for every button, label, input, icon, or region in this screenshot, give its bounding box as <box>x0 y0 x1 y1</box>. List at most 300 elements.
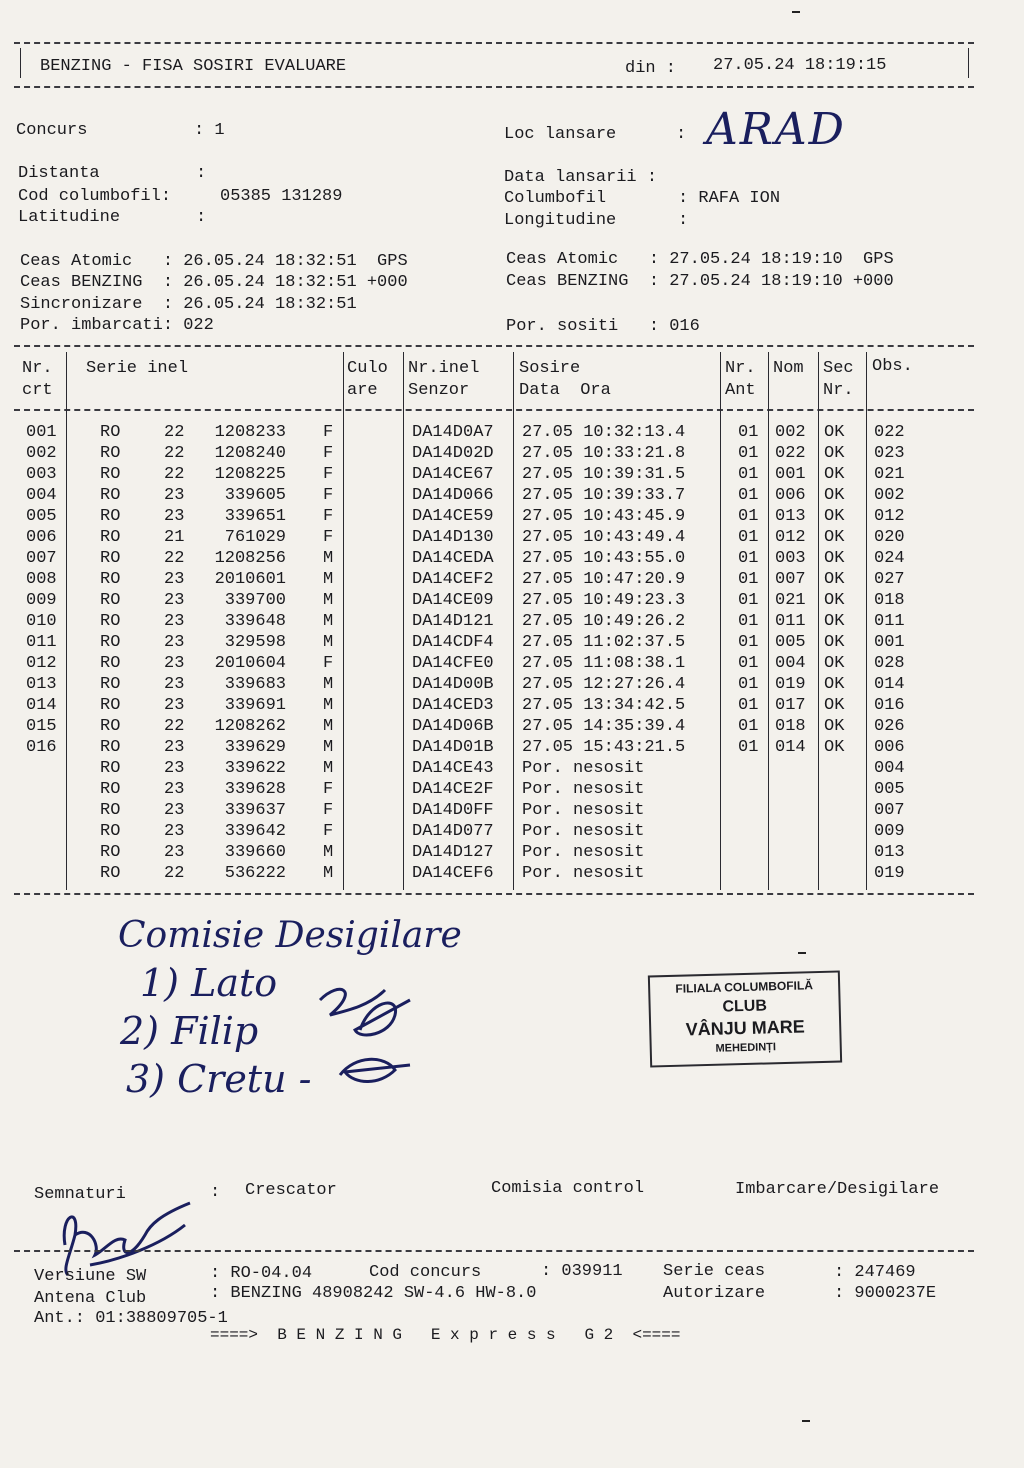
express-line: ====> B E N Z I N G E x p r e s s G 2 <==== <box>210 1326 681 1344</box>
cell-sex: M <box>323 864 334 883</box>
cell-year: 23 <box>164 570 185 589</box>
cell-sec: OK <box>824 738 845 757</box>
cell-sec: OK <box>824 465 845 484</box>
cell-sex: M <box>323 591 334 610</box>
cell-year: 23 <box>164 759 185 778</box>
cell-arrival: 27.05 11:02:37.5 <box>522 633 686 652</box>
cell-year: 22 <box>164 444 185 463</box>
antena-value: : BENZING 48908242 SW-4.6 HW-8.0 <box>210 1284 537 1303</box>
cell-sex: F <box>323 654 334 673</box>
cell-sensor: DA14CFE0 <box>412 654 494 673</box>
cell-nr: 005 <box>26 507 57 526</box>
cell-obs: 026 <box>874 717 905 736</box>
cell-nr: 010 <box>26 612 57 631</box>
cell-year: 22 <box>164 465 185 484</box>
cell-obs: 027 <box>874 570 905 589</box>
cell-nom: 005 <box>775 633 806 652</box>
loc-lansare-label: Loc lansare <box>504 125 617 144</box>
cell-obs: 012 <box>874 507 905 526</box>
cell-arrival: Por. nesosit <box>522 864 645 883</box>
cod-concurs-value: : 039911 <box>541 1262 623 1281</box>
cell-obs: 022 <box>874 423 905 442</box>
cell-arrival: 27.05 10:33:21.8 <box>522 444 686 463</box>
cell-sec: OK <box>824 696 845 715</box>
cell-ring: 339637 <box>224 801 286 820</box>
cell-antenna: 01 <box>738 549 759 568</box>
cell-sensor: DA14D0FF <box>412 801 494 820</box>
footer-rule <box>14 1250 974 1252</box>
cell-obs: 021 <box>874 465 905 484</box>
cell-ring: 339700 <box>224 591 286 610</box>
cell-sensor: DA14D01B <box>412 738 494 757</box>
table-row <box>0 676 1024 697</box>
semnaturi-label: Semnaturi <box>34 1185 126 1204</box>
cell-nom: 011 <box>775 612 806 631</box>
loc-lansare-sep: : <box>676 125 687 144</box>
longitudine-label: Longitudine <box>504 211 617 230</box>
cell-sensor: DA14CEDA <box>412 549 494 568</box>
crescator-label: Crescator <box>245 1181 337 1200</box>
cell-nom: 017 <box>775 696 806 715</box>
cell-sensor: DA14CED3 <box>412 696 494 715</box>
cell-sensor: DA14D00B <box>412 675 494 694</box>
cell-ring: 339683 <box>224 675 286 694</box>
cell-ring: 339651 <box>224 507 286 526</box>
cell-nr: 013 <box>26 675 57 694</box>
handwritten-line-3: 3) Cretu - <box>126 1057 312 1101</box>
cell-country: RO <box>100 759 121 778</box>
table-row <box>0 718 1024 739</box>
cell-arrival: Por. nesosit <box>522 759 645 778</box>
clock-right-4: Por. sositi : 016 <box>506 317 700 336</box>
cell-antenna: 01 <box>738 486 759 505</box>
cell-year: 22 <box>164 423 185 442</box>
cell-nr: 007 <box>26 549 57 568</box>
cell-nom: 003 <box>775 549 806 568</box>
table-row <box>0 571 1024 592</box>
cell-sec: OK <box>824 423 845 442</box>
table-row <box>0 487 1024 508</box>
cell-nr: 003 <box>26 465 57 484</box>
th-nr-1: Nr. <box>22 359 53 378</box>
cell-arrival: 27.05 10:47:20.9 <box>522 570 686 589</box>
header-bottom-rule <box>14 86 974 88</box>
cell-nom: 006 <box>775 486 806 505</box>
cell-sensor: DA14D066 <box>412 486 494 505</box>
table-row <box>0 802 1024 823</box>
autorizare-label: Autorizare <box>663 1284 766 1303</box>
cell-ring: 761029 <box>224 528 286 547</box>
cell-sec: OK <box>824 591 845 610</box>
concurs-value: : 1 <box>194 121 225 140</box>
cell-antenna: 01 <box>738 507 759 526</box>
th-obs-1: Obs. <box>872 357 913 376</box>
cell-sec: OK <box>824 507 845 526</box>
cell-obs: 019 <box>874 864 905 883</box>
table-row <box>0 697 1024 718</box>
cod-columbofil-value: 05385 131289 <box>220 187 343 206</box>
cell-obs: 014 <box>874 675 905 694</box>
cell-nr: 001 <box>26 423 57 442</box>
cell-antenna: 01 <box>738 528 759 547</box>
cell-sex: F <box>323 507 334 526</box>
cell-antenna: 01 <box>738 570 759 589</box>
clock-right-2: Ceas BENZING : 27.05.24 18:19:10 +000 <box>506 272 894 291</box>
cell-antenna: 01 <box>738 654 759 673</box>
cell-ring: 2010601 <box>214 570 286 589</box>
cell-nr: 014 <box>26 696 57 715</box>
cell-country: RO <box>100 717 121 736</box>
cell-antenna: 01 <box>738 738 759 757</box>
imbarcare-label: Imbarcare/Desigilare <box>735 1180 940 1199</box>
cell-arrival: 27.05 10:43:45.9 <box>522 507 686 526</box>
clock-left-2: Ceas BENZING : 26.05.24 18:32:51 +000 <box>20 273 408 292</box>
table-row <box>0 613 1024 634</box>
cell-country: RO <box>100 528 121 547</box>
handwritten-line-2: 2) Filip <box>120 1009 259 1053</box>
cell-arrival: 27.05 10:32:13.4 <box>522 423 686 442</box>
cell-sensor: DA14D127 <box>412 843 494 862</box>
cell-year: 23 <box>164 675 185 694</box>
cell-ring: 339622 <box>224 759 286 778</box>
header-top-rule <box>14 42 974 44</box>
concurs-label: Concurs <box>16 121 88 140</box>
longitudine-sep: : <box>678 211 689 230</box>
loc-lansare-value: ARAD <box>706 104 846 155</box>
cell-country: RO <box>100 801 121 820</box>
cell-ring: 339628 <box>224 780 286 799</box>
page-mark <box>802 1420 810 1422</box>
header-left-bar <box>20 48 21 78</box>
cell-country: RO <box>100 780 121 799</box>
cell-sex: F <box>323 423 334 442</box>
cell-arrival: Por. nesosit <box>522 801 645 820</box>
cell-ring: 329598 <box>224 633 286 652</box>
cell-sex: M <box>323 570 334 589</box>
cell-sex: M <box>323 843 334 862</box>
cell-nom: 001 <box>775 465 806 484</box>
cell-sex: F <box>323 822 334 841</box>
columbofil-label: Columbofil <box>504 189 607 208</box>
cell-nr: 015 <box>26 717 57 736</box>
cell-sensor: DA14D06B <box>412 717 494 736</box>
autorizare-value: : 9000237E <box>834 1284 937 1303</box>
header-right-bar <box>968 48 969 78</box>
stamp-line-1: FILIALA COLUMBOFILĂ <box>675 978 814 996</box>
cell-arrival: 27.05 14:35:39.4 <box>522 717 686 736</box>
cell-year: 23 <box>164 591 185 610</box>
th-nrant-1: Nr. <box>725 359 756 378</box>
cell-nom: 004 <box>775 654 806 673</box>
cell-sensor: DA14CEF2 <box>412 570 494 589</box>
cell-sensor: DA14D121 <box>412 612 494 631</box>
cod-concurs-label: Cod concurs <box>369 1263 482 1282</box>
distanta-label: Distanta <box>18 164 100 183</box>
cell-antenna: 01 <box>738 675 759 694</box>
cell-country: RO <box>100 738 121 757</box>
cell-sex: M <box>323 738 334 757</box>
table-row <box>0 424 1024 445</box>
cell-sec: OK <box>824 633 845 652</box>
cell-ring: 1208225 <box>214 465 286 484</box>
cell-country: RO <box>100 486 121 505</box>
cell-arrival: 27.05 10:39:33.7 <box>522 486 686 505</box>
cell-arrival: 27.05 10:39:31.5 <box>522 465 686 484</box>
cell-sec: OK <box>824 717 845 736</box>
cell-antenna: 01 <box>738 612 759 631</box>
cell-antenna: 01 <box>738 423 759 442</box>
table-row <box>0 655 1024 676</box>
cell-arrival: Por. nesosit <box>522 822 645 841</box>
cell-antenna: 01 <box>738 465 759 484</box>
cell-antenna: 01 <box>738 633 759 652</box>
stamp-line-2: CLUB <box>722 997 768 1016</box>
cell-nr: 002 <box>26 444 57 463</box>
semnaturi-sep: : <box>210 1183 221 1202</box>
table-top-rule <box>14 345 974 347</box>
table-row <box>0 592 1024 613</box>
table-row <box>0 550 1024 571</box>
cell-year: 22 <box>164 549 185 568</box>
cell-obs: 028 <box>874 654 905 673</box>
cell-sec: OK <box>824 549 845 568</box>
th-sosire-1: Sosire <box>519 359 581 378</box>
stamp-line-3: VÂNJU MARE <box>685 1016 805 1040</box>
cell-ring: 339691 <box>224 696 286 715</box>
cell-obs: 006 <box>874 738 905 757</box>
stamp-line-4: MEHEDINȚI <box>715 1041 777 1055</box>
cell-nr: 009 <box>26 591 57 610</box>
serie-ceas-label: Serie ceas <box>663 1262 766 1281</box>
cell-ring: 1208262 <box>214 717 286 736</box>
cell-sex: M <box>323 696 334 715</box>
cell-sex: F <box>323 801 334 820</box>
cell-antenna: 01 <box>738 444 759 463</box>
cell-obs: 020 <box>874 528 905 547</box>
cell-sensor: DA14CE43 <box>412 759 494 778</box>
cell-sensor: DA14CE67 <box>412 465 494 484</box>
table-row <box>0 760 1024 781</box>
cell-ring: 1208240 <box>214 444 286 463</box>
cell-sensor: DA14D077 <box>412 822 494 841</box>
cell-sex: F <box>323 444 334 463</box>
cell-year: 23 <box>164 801 185 820</box>
clock-left-1: Ceas Atomic : 26.05.24 18:32:51 GPS <box>20 252 408 271</box>
cell-arrival: Por. nesosit <box>522 843 645 862</box>
cell-country: RO <box>100 843 121 862</box>
clock-left-3: Sincronizare : 26.05.24 18:32:51 <box>20 295 357 314</box>
cell-year: 23 <box>164 486 185 505</box>
cell-arrival: 27.05 12:27:26.4 <box>522 675 686 694</box>
latitudine-label: Latitudine <box>18 208 121 227</box>
cell-sex: M <box>323 633 334 652</box>
versiune-label: Versiune SW <box>34 1267 147 1286</box>
cell-nr: 004 <box>26 486 57 505</box>
table-header-rule <box>14 409 974 411</box>
cell-ring: 1208256 <box>214 549 286 568</box>
cell-country: RO <box>100 423 121 442</box>
cell-country: RO <box>100 612 121 631</box>
cell-obs: 024 <box>874 549 905 568</box>
cell-obs: 023 <box>874 444 905 463</box>
cell-sensor: DA14D0A7 <box>412 423 494 442</box>
handwritten-title: Comisie Desigilare <box>118 915 462 956</box>
cell-ring: 536222 <box>224 864 286 883</box>
cell-sensor: DA14D02D <box>412 444 494 463</box>
th-nom-1: Nom <box>773 359 804 378</box>
cell-ring: 1208233 <box>214 423 286 442</box>
cell-nom: 014 <box>775 738 806 757</box>
table-row <box>0 445 1024 466</box>
cell-antenna: 01 <box>738 696 759 715</box>
cell-obs: 002 <box>874 486 905 505</box>
cell-sex: F <box>323 486 334 505</box>
cell-sec: OK <box>824 528 845 547</box>
cell-nr: 016 <box>26 738 57 757</box>
cod-columbofil-label: Cod columbofil: <box>18 187 172 206</box>
cell-obs: 005 <box>874 780 905 799</box>
clock-left-4: Por. imbarcati: 022 <box>20 316 214 335</box>
table-row <box>0 781 1024 802</box>
cell-sensor: DA14CDF4 <box>412 633 494 652</box>
th-sec-2: Nr. <box>823 381 854 400</box>
table-row <box>0 844 1024 865</box>
cell-country: RO <box>100 696 121 715</box>
cell-nr: 006 <box>26 528 57 547</box>
cell-ring: 339660 <box>224 843 286 862</box>
cell-country: RO <box>100 591 121 610</box>
report-date: 27.05.24 18:19:15 <box>713 56 887 75</box>
cell-ring: 339629 <box>224 738 286 757</box>
cell-obs: 016 <box>874 696 905 715</box>
cell-year: 23 <box>164 780 185 799</box>
cell-arrival: 27.05 10:43:55.0 <box>522 549 686 568</box>
page-mark <box>798 952 806 954</box>
cell-sex: F <box>323 780 334 799</box>
cell-nom: 019 <box>775 675 806 694</box>
cell-ring: 339648 <box>224 612 286 631</box>
cell-sex: F <box>323 528 334 547</box>
cell-year: 23 <box>164 843 185 862</box>
cell-nr: 012 <box>26 654 57 673</box>
table-row <box>0 739 1024 760</box>
cell-antenna: 01 <box>738 591 759 610</box>
cell-nom: 021 <box>775 591 806 610</box>
cell-sex: M <box>323 549 334 568</box>
cell-sex: M <box>323 717 334 736</box>
serie-ceas-value: : 247469 <box>834 1263 916 1282</box>
cell-arrival: 27.05 11:08:38.1 <box>522 654 686 673</box>
cell-sensor: DA14CEF6 <box>412 864 494 883</box>
latitudine-sep: : <box>196 208 207 227</box>
cell-ring: 339605 <box>224 486 286 505</box>
th-sec-1: Sec <box>823 359 854 378</box>
cell-sex: M <box>323 612 334 631</box>
table-body <box>0 424 1024 886</box>
cell-obs: 018 <box>874 591 905 610</box>
cell-sex: F <box>323 465 334 484</box>
cell-year: 23 <box>164 822 185 841</box>
cell-year: 23 <box>164 738 185 757</box>
cell-sec: OK <box>824 675 845 694</box>
table-row <box>0 529 1024 550</box>
cell-arrival: 27.05 13:34:42.5 <box>522 696 686 715</box>
cell-sec: OK <box>824 612 845 631</box>
report-date-label: din : <box>625 59 677 78</box>
th-nrinel-1: Nr.inel <box>408 359 480 378</box>
cell-country: RO <box>100 822 121 841</box>
cell-sensor: DA14CE59 <box>412 507 494 526</box>
cell-year: 23 <box>164 654 185 673</box>
th-nrant-2: Ant <box>725 381 756 400</box>
cell-country: RO <box>100 654 121 673</box>
cell-ring: 339642 <box>224 822 286 841</box>
cell-ring: 2010604 <box>214 654 286 673</box>
cell-country: RO <box>100 507 121 526</box>
cell-sec: OK <box>824 444 845 463</box>
table-row <box>0 865 1024 886</box>
cell-country: RO <box>100 444 121 463</box>
columbofil-value: : RAFA ION <box>678 189 781 208</box>
cell-country: RO <box>100 864 121 883</box>
cell-country: RO <box>100 465 121 484</box>
cell-nom: 013 <box>775 507 806 526</box>
distanta-sep: : <box>196 164 207 183</box>
cell-sec: OK <box>824 570 845 589</box>
th-serie-1: Serie inel <box>86 359 189 378</box>
cell-year: 23 <box>164 633 185 652</box>
th-nr-2: crt <box>22 381 53 400</box>
cell-year: 23 <box>164 612 185 631</box>
cell-country: RO <box>100 570 121 589</box>
cell-sex: M <box>323 675 334 694</box>
comisia-control-label: Comisia control <box>491 1179 645 1198</box>
ant-line: Ant.: 01:38809705-1 <box>34 1309 228 1328</box>
th-nrinel-2: Senzor <box>408 381 470 400</box>
cell-country: RO <box>100 549 121 568</box>
cell-obs: 004 <box>874 759 905 778</box>
handwritten-line-1: 1) Lato <box>140 961 278 1005</box>
cell-obs: 009 <box>874 822 905 841</box>
cell-year: 21 <box>164 528 185 547</box>
cell-obs: 011 <box>874 612 905 631</box>
cell-nr: 008 <box>26 570 57 589</box>
club-stamp <box>648 971 842 1068</box>
cell-arrival: 27.05 10:49:23.3 <box>522 591 686 610</box>
table-bottom-rule <box>14 893 974 895</box>
cell-nom: 012 <box>775 528 806 547</box>
cell-nom: 018 <box>775 717 806 736</box>
cell-country: RO <box>100 675 121 694</box>
cell-arrival: 27.05 15:43:21.5 <box>522 738 686 757</box>
cell-nom: 002 <box>775 423 806 442</box>
cell-arrival: 27.05 10:49:26.2 <box>522 612 686 631</box>
cell-year: 22 <box>164 717 185 736</box>
cell-year: 23 <box>164 696 185 715</box>
cell-sensor: DA14CE2F <box>412 780 494 799</box>
cell-antenna: 01 <box>738 717 759 736</box>
table-row <box>0 466 1024 487</box>
cell-sec: OK <box>824 654 845 673</box>
cell-nom: 007 <box>775 570 806 589</box>
page-mark <box>792 11 800 13</box>
table-row <box>0 634 1024 655</box>
cell-sensor: DA14CE09 <box>412 591 494 610</box>
cell-arrival: 27.05 10:43:49.4 <box>522 528 686 547</box>
cell-nom: 022 <box>775 444 806 463</box>
clock-right-1: Ceas Atomic : 27.05.24 18:19:10 GPS <box>506 250 894 269</box>
cell-year: 23 <box>164 507 185 526</box>
